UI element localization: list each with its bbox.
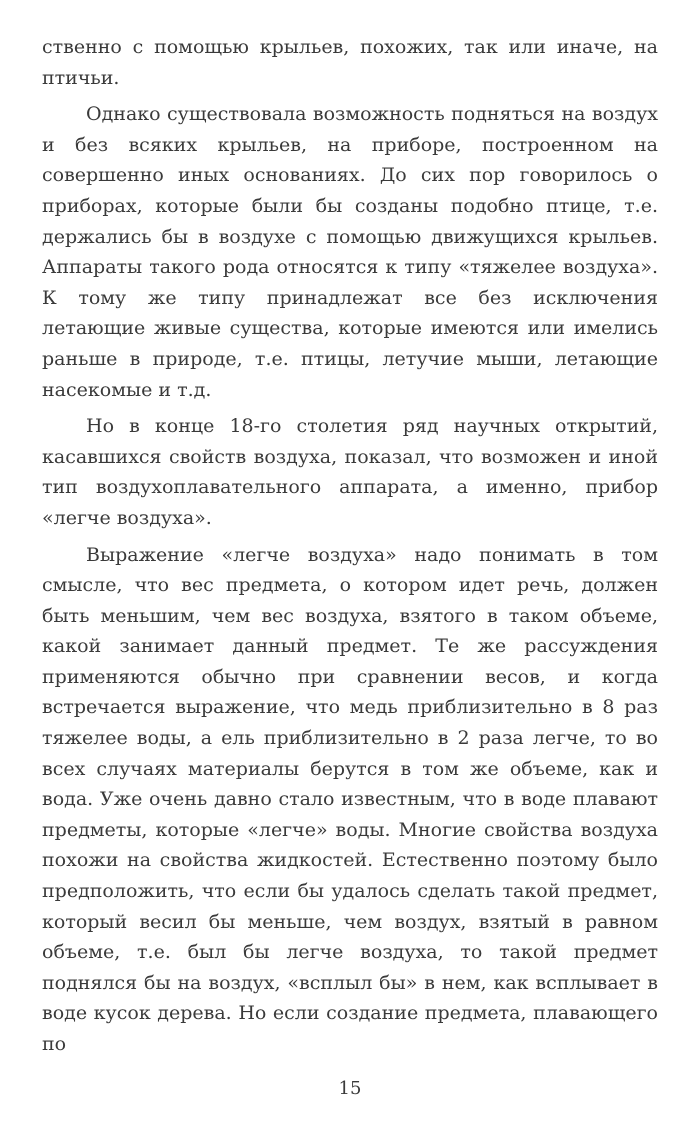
paragraph-continuation: ственно с помощью крыльев, похожих, так или иначе, на птичьи. xyxy=(42,36,658,89)
paragraph-definition: Выражение «легче воздуха» надо понимать в том смысле, что вес предмета, о котором идет речь, должен быть меньшим, чем вес воздуха, взятого в таком объеме, какой занимает данный предмет. Те же рассуждения применяются обычно при сравнении весов, и когда встречается выражение, что медь приблизительно в 8 раз тяжелее воды, а ель приблизительно в 2 раза легче, то во всех случаях материалы берутся в том же объеме, как и вода. Уже очень давно стало известным, что в воде плавают предметы, которые «легче» воды. Многие свойства воздуха похожи на свойства жидкостей. Естественно поэтому было предположить, что если бы удалось сделать такой предмет, который весил бы меньше, чем воздух, взятый в равном объеме, т.е. был бы легче воздуха, то такой предмет поднялся бы на воздух, «всплыл бы» в нем, как всплывает в воде кусок дерева. Но если создание предмета, плавающего по xyxy=(42,543,658,1055)
page-number: 15 xyxy=(338,1078,362,1099)
paragraph-lighter-than-air: Но в конце 18-го столетия ряд научных открытий, касавшихся свойств воздуха, показал, что возможен и иной тип воздухоплавательного аппарата, а именно, прибор «легче воздуха». xyxy=(42,415,658,529)
body-text xyxy=(42,32,658,1060)
paragraph-wings-alternative: Однако существовала возможность подняться на воздух и без всяких крыльев, на приборе, построенном на совершенно иных основаниях. До сих пор говорилось о приборах, которые были бы созданы подобно птице, т.е. держались бы в воздухе с помощью движущихся крыльев. Аппараты такого рода относятся к типу «тяжелее воздуха». К тому же типу принадлежат все без исключения летающие живые существа, которые имеются или имелись раньше в природе, т.е. птицы, летучие мыши, летающие насекомые и т.д. xyxy=(42,103,658,401)
